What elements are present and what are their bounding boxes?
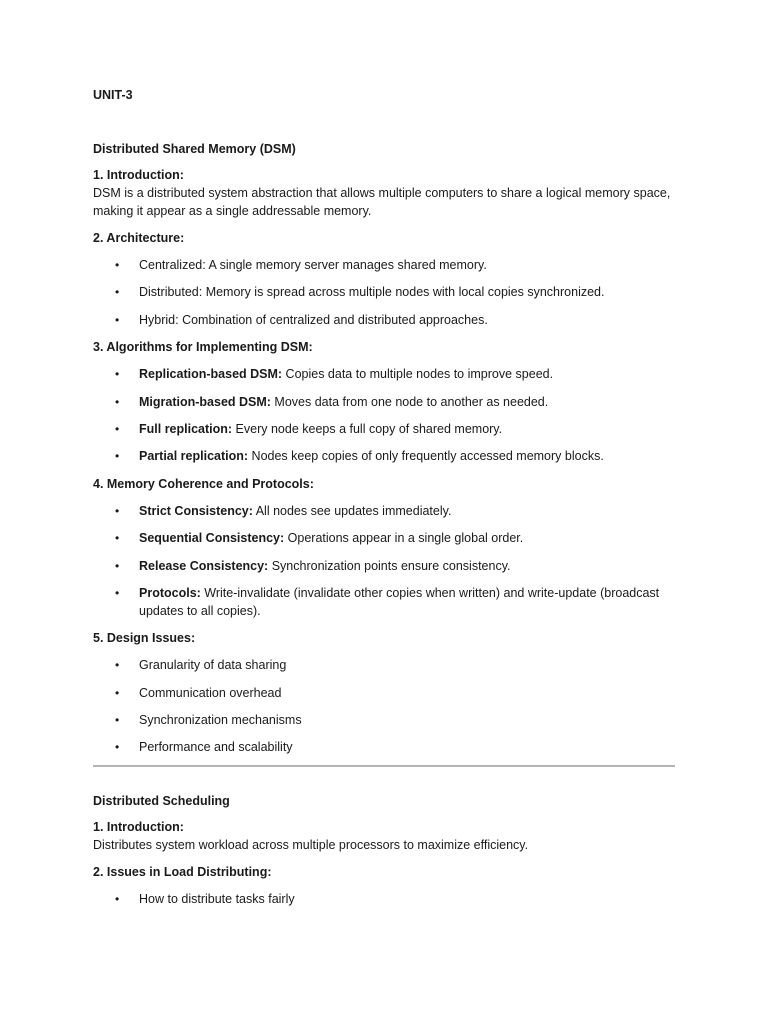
bullet-icon: • [115, 367, 120, 382]
sched-issues-heading: 2. Issues in Load Distributing: [93, 865, 272, 880]
bullet-icon: • [115, 312, 120, 327]
list-item: • Distributed: Memory is spread across multiple nodes with local copies synchronized. [115, 285, 605, 300]
bullet-icon: • [115, 713, 120, 728]
dsm-arch-heading: 2. Architecture: [93, 231, 185, 245]
list-item: • Partial replication: Nodes keep copies of only frequently accessed memory blocks. [115, 449, 604, 464]
list-item: • Migration-based DSM: Moves data from one node to another as needed. [115, 394, 549, 409]
dsm-intro-heading: 1. Introduction: [93, 168, 184, 182]
list-item: • Replication-based DSM: Copies data to multiple nodes to improve speed. [115, 367, 554, 382]
sched-intro-text: Distributes system workload across multiple processors to maximize efficiency. [93, 838, 529, 853]
bullet-icon: • [115, 685, 120, 700]
dsm-arch-list [93, 256, 675, 329]
bullet-icon: • [115, 258, 120, 272]
list-item: • Release Consistency: Synchronization points ensure consistency. [115, 558, 511, 573]
section-title-scheduling: Distributed Scheduling [93, 794, 230, 809]
section-divider [93, 765, 675, 767]
bullet-icon: • [115, 658, 120, 673]
bullet-icon: • [115, 892, 120, 907]
list-item: • Sequential Consistency: Operations appear in a single global order. [115, 531, 524, 546]
bullet-icon: • [115, 449, 120, 464]
list-item: • Hybrid: Combination of centralized and distributed approaches. [115, 312, 488, 327]
dsm-intro-text: DSM is a distributed system abstraction that allows multiple computers to share a logical memory space, making it appear as a single addressable memory. [93, 186, 671, 218]
list-item: • Centralized: A single memory server manages shared memory. [115, 258, 487, 272]
list-item: • Performance and scalability [115, 740, 293, 755]
list-item: • Communication overhead [115, 685, 282, 700]
list-item: • How to distribute tasks fairly [115, 892, 295, 907]
list-item: • Synchronization mechanisms [115, 713, 302, 728]
bullet-icon: • [115, 503, 120, 518]
list-item: • Protocols: Write-invalidate (invalidate other copies when written) and write-update (broadcast updates to all copies). [115, 585, 660, 618]
unit-title: UNIT-3 [93, 88, 133, 102]
bullet-icon: • [115, 558, 120, 573]
dsm-design-list [93, 656, 675, 756]
list-item: • Full replication: Every node keeps a full copy of shared memory. [115, 421, 503, 436]
section-title-dsm: Distributed Shared Memory (DSM) [93, 142, 296, 156]
bullet-icon: • [115, 531, 120, 546]
document-page [93, 86, 675, 918]
dsm-coherence-list [93, 502, 675, 620]
sched-introduction [93, 818, 675, 854]
dsm-algo-heading: 3. Algorithms for Implementing DSM: [93, 340, 313, 355]
dsm-algo-list [93, 365, 675, 465]
bullet-icon: • [115, 740, 120, 755]
dsm-coherence-heading: 4. Memory Coherence and Protocols: [93, 476, 314, 491]
bullet-icon: • [115, 421, 120, 436]
sched-intro-heading: 1. Introduction: [93, 820, 184, 835]
list-item: • Strict Consistency: All nodes see updates immediately. [115, 503, 452, 518]
list-item: • Granularity of data sharing [115, 658, 287, 673]
bullet-icon: • [115, 585, 120, 600]
dsm-introduction [93, 166, 675, 220]
dsm-design-heading: 5. Design Issues: [93, 631, 196, 646]
sched-issues-list [93, 890, 675, 908]
bullet-icon: • [115, 394, 120, 409]
bullet-icon: • [115, 285, 120, 300]
